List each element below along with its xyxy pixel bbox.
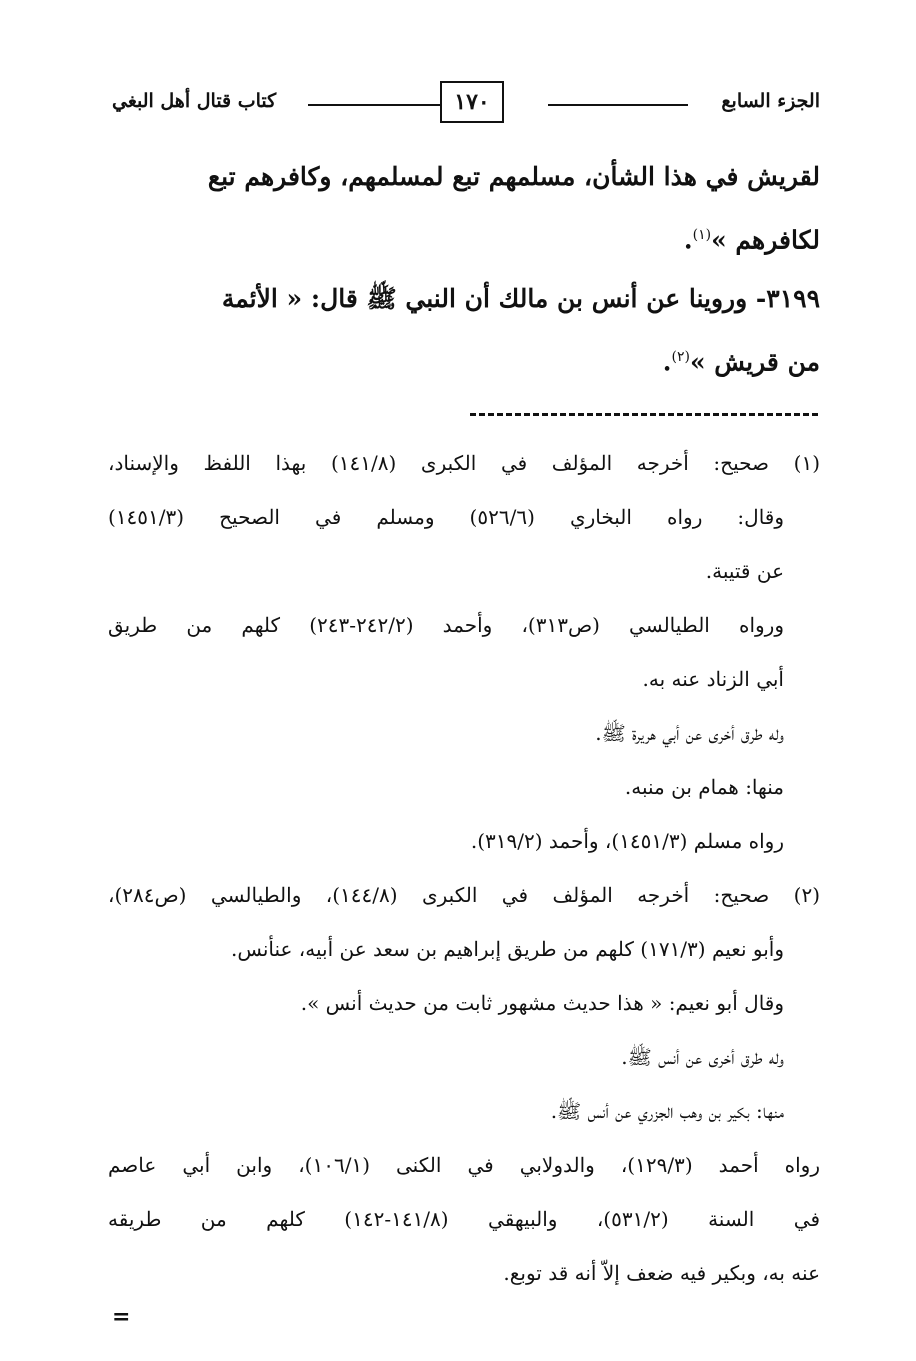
main-line: ٣١٩٩- وروينا عن أنس بن مالك أن النبي ﷺ قال: « الأئمة: [221, 284, 820, 313]
footnote-line: منها: بكير بن وهب الجزري عن أنس ﷺ.: [550, 1099, 784, 1123]
main-line: [114, 206, 820, 269]
footnote-line: أبي الزناد عنه به.: [642, 667, 784, 691]
header-volume: الجزء السابع: [721, 90, 820, 112]
footnote-ref: (٢): [671, 349, 690, 365]
footnote-line: رواه مسلم (١٤٥١/٣)، وأحمد (٣١٩/٢).: [470, 829, 784, 853]
footnote-line: (٢) صحيح: أخرجه المؤلف في الكبرى (١٤٤/٨)، والطيالسي (ص٢٨٤)،: [108, 883, 820, 907]
footnote-line: رواه أحمد (١٢٩/٣)، والدولابي في الكنى (١٠٦/١)، وابن أبي عاصم: [108, 1153, 820, 1177]
page-number: ١٧٠: [440, 81, 504, 123]
main-paragraph-1: [114, 148, 820, 269]
footnote-ref: (١): [692, 227, 712, 243]
header-rule-left: [308, 104, 440, 106]
footnote-line: منها: همام بن منبه.: [624, 775, 784, 799]
footnote-line: وقال أبو نعيم: « هذا حديث مشهور ثابت من حديث أنس ».: [300, 991, 784, 1015]
footnote-line: ورواه الطيالسي (ص٣١٣)، وأحمد (٢٤٢/٢-٢٤٣) كلهم من طريق: [108, 613, 784, 637]
footnote-line: عنه به، وبكير فيه ضعف إلاّ أنه قد توبع.: [503, 1261, 820, 1285]
header-book-title: كتاب قتال أهل البغي: [112, 90, 277, 112]
main-paragraph-2: [114, 270, 820, 391]
main-line-text: لكافرهم »: [711, 225, 820, 255]
end-mark: =: [112, 1304, 131, 1330]
footnote-line: (١) صحيح: أخرجه المؤلف في الكبرى (١٤١/٨) بهذا اللفظ والإسناد،: [108, 451, 820, 475]
main-line-end: .: [662, 347, 672, 377]
footnote-line: وأبو نعيم (١٧١/٣) كلهم من طريق إبراهيم بن سعد عن أبيه، عنأنس.: [230, 937, 784, 961]
footnote-divider: [470, 413, 818, 416]
main-line-end: .: [683, 225, 693, 255]
running-header: [112, 78, 820, 128]
footnote-line: في السنة (٥٣١/٢)، والبيهقي (١٤١/٨-١٤٢) كلهم من طريقه: [108, 1207, 820, 1231]
footnote-line: وله طرق أخرى عن أبي هريرة ﷺ.: [595, 721, 784, 745]
footnote-line: وله طرق أخرى عن أنس ﷺ.: [621, 1045, 784, 1069]
footnote-line: وقال: رواه البخاري (٥٢٦/٦) ومسلم في الصحيح (١٤٥١/٣): [108, 505, 785, 529]
header-rule-right: [548, 104, 688, 106]
main-line: [114, 328, 820, 391]
main-line: لقريش في هذا الشأن، مسلمهم تبع لمسلمهم، وكافرهم تبع: [207, 162, 820, 191]
footnotes: [108, 436, 820, 1300]
footnote-line: عن قتيبة.: [705, 559, 784, 583]
main-line-text: من قريش »: [689, 347, 820, 377]
